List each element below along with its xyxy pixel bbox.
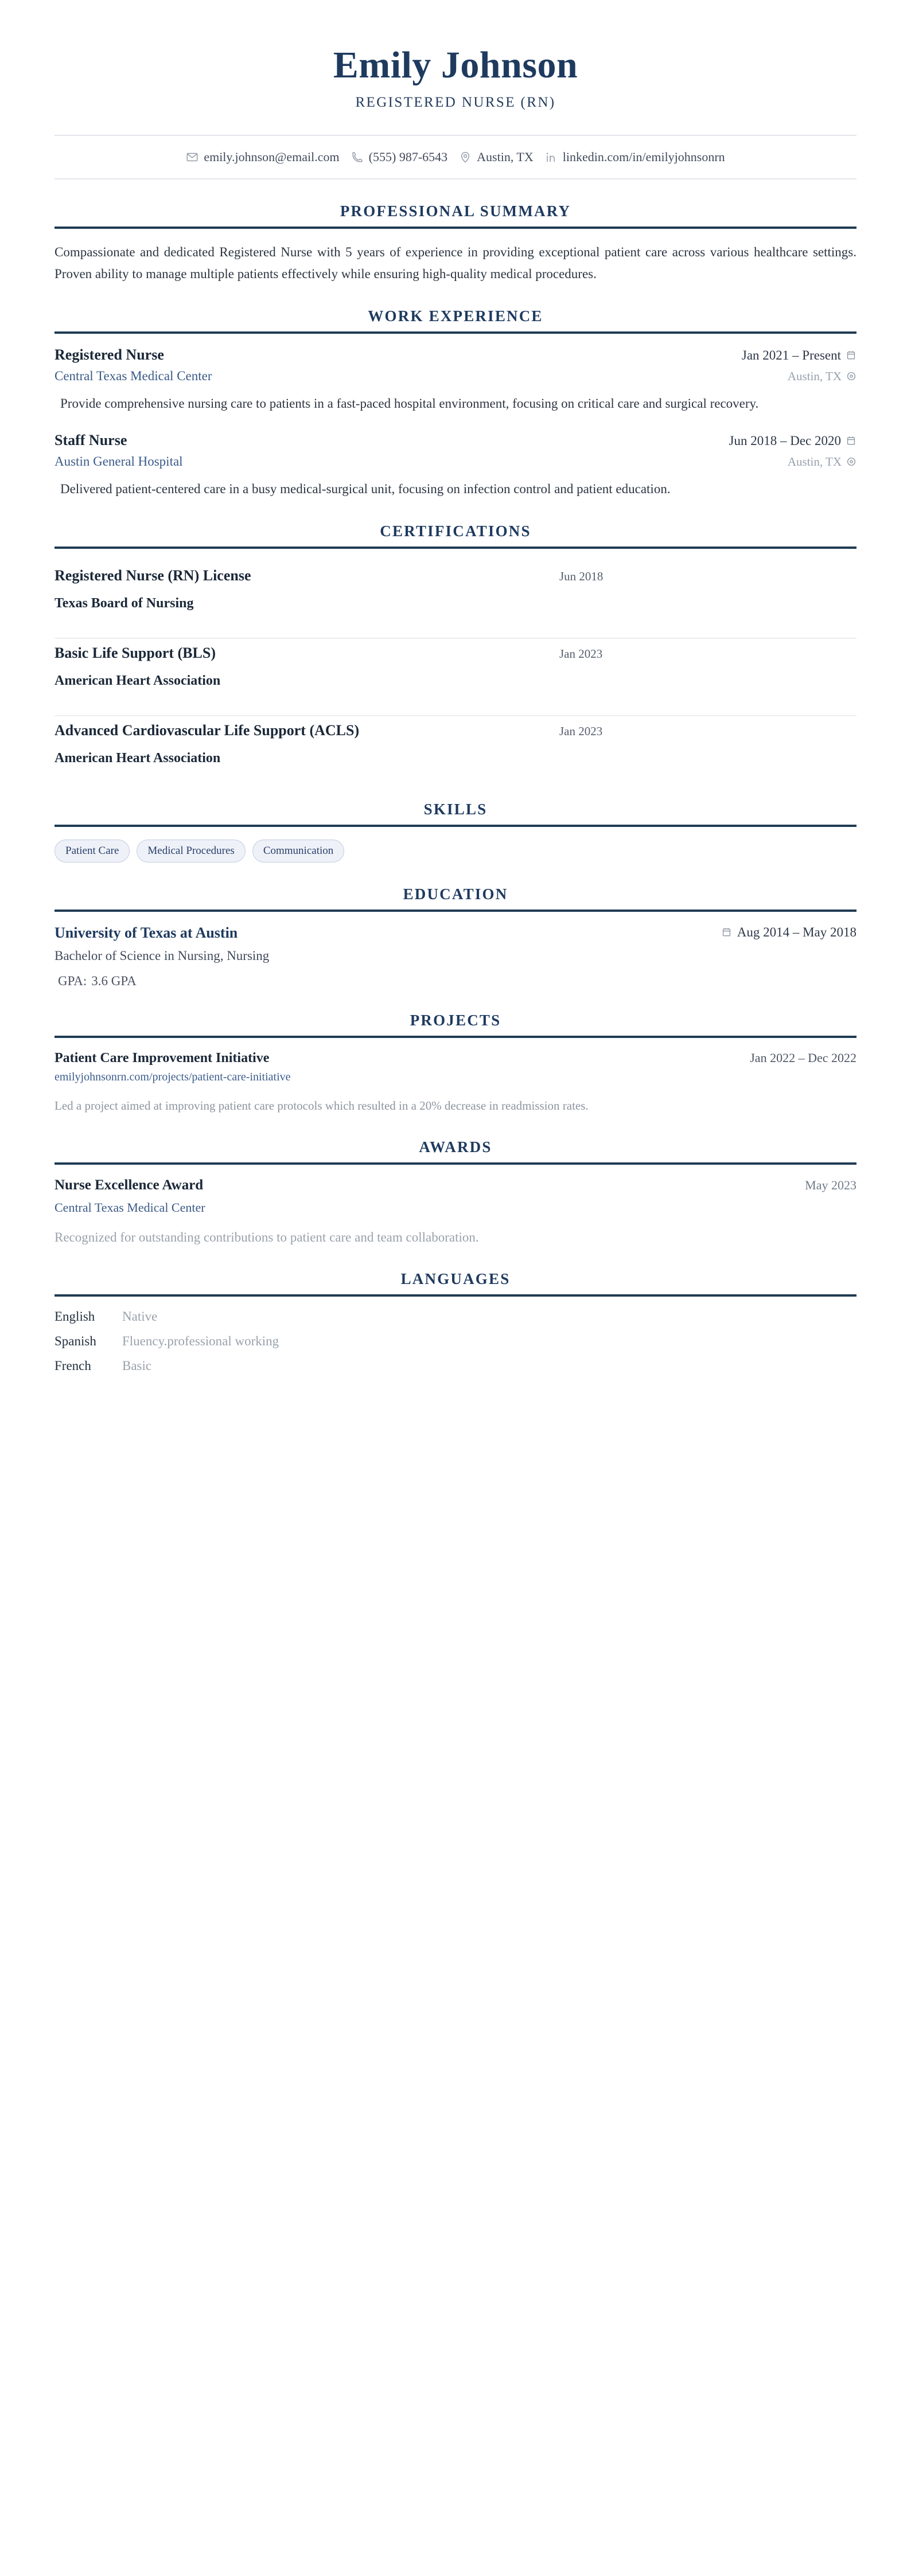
map-pin-icon <box>846 371 857 382</box>
contact-row <box>54 136 857 165</box>
map-pin-icon <box>846 456 857 467</box>
section-rule-languages <box>54 1294 857 1297</box>
section-awards <box>54 1138 857 1248</box>
section-heading-skills: SKILLS <box>423 801 488 818</box>
section-heading-work: WORK EXPERIENCE <box>368 307 543 325</box>
job-location-text: Austin, TX <box>787 369 842 383</box>
contact-phone[interactable] <box>351 150 447 165</box>
award-entry <box>54 1177 857 1248</box>
certification-date: Jan 2023 <box>559 724 603 739</box>
job-description: Provide comprehensive nursing care to patients in a fast-paced hospital environment, focusing on critical care and surgical recovery. <box>60 396 759 411</box>
section-rule-education <box>54 910 857 912</box>
certification-name: Advanced Cardiovascular Life Support (ACLS) <box>54 722 360 739</box>
language-row <box>54 1309 857 1324</box>
school-name: University of Texas at Austin <box>54 924 238 942</box>
linkedin-icon <box>545 151 558 163</box>
language-level: Basic <box>122 1359 152 1373</box>
contact-email-text: emily.johnson@email.com <box>204 150 340 165</box>
award-name: Nurse Excellence Award <box>54 1177 204 1193</box>
skills-list <box>54 840 857 862</box>
job-date-text: Jan 2021 – Present <box>741 348 841 362</box>
certification-issuer: American Heart Association <box>54 673 221 689</box>
job-location <box>788 455 857 469</box>
summary-text: Compassionate and dedicated Registered Nurse with 5 years of experience in providing exceptional patient care across various healthcare settings. Proven ability to manage multiple patients effectively while ensuring high-quality medical procedures. <box>54 245 857 281</box>
language-name: French <box>54 1359 91 1373</box>
project-entry-header <box>54 1051 857 1066</box>
skill-pill: Medical Procedures <box>137 840 245 862</box>
section-languages <box>54 1270 857 1373</box>
section-work-experience <box>54 307 857 500</box>
header-divider-bottom <box>54 178 857 179</box>
contact-linkedin-text: linkedin.com/in/emilyjohnsonrn <box>562 150 725 165</box>
job-date <box>742 348 857 363</box>
work-entry <box>54 346 857 415</box>
award-description: Recognized for outstanding contributions to patient care and team collaboration. <box>54 1230 479 1244</box>
project-name: Patient Care Improvement Initiative <box>54 1051 270 1066</box>
languages-list <box>54 1309 857 1373</box>
certification-entry <box>54 561 857 639</box>
work-entry-subheader <box>54 369 857 384</box>
language-name: Spanish <box>54 1334 96 1349</box>
work-entry-subheader <box>54 454 857 469</box>
section-rule-skills <box>54 825 857 827</box>
language-name: English <box>54 1309 95 1324</box>
job-title: Registered Nurse <box>54 346 164 363</box>
job-location-text: Austin, TX <box>787 454 842 469</box>
contact-location-text: Austin, TX <box>477 150 534 165</box>
certification-date: Jan 2023 <box>559 647 603 661</box>
page-title: Emily Johnson <box>333 44 578 86</box>
gpa-value: 3.6 GPA <box>91 974 137 989</box>
project-entry <box>54 1051 857 1115</box>
section-professional-summary <box>54 202 857 284</box>
gpa-label: GPA: <box>58 974 87 989</box>
job-description: Delivered patient-centered care in a busy medical-surgical unit, focusing on infection control and patient education. <box>60 481 671 496</box>
project-date: Jan 2022 – Dec 2022 <box>750 1051 857 1065</box>
certification-row <box>54 567 857 584</box>
section-heading-summary: PROFESSIONAL SUMMARY <box>340 202 571 220</box>
award-entry-header <box>54 1177 857 1193</box>
certification-issuer: Texas Board of Nursing <box>54 596 194 611</box>
skill-pill: Communication <box>252 840 344 862</box>
section-rule-summary <box>54 227 857 229</box>
gpa-row <box>54 974 857 989</box>
job-location <box>788 369 857 384</box>
degree-name: Bachelor of Science in Nursing, Nursing <box>54 949 270 963</box>
section-rule-projects <box>54 1036 857 1038</box>
skill-pill: Patient Care <box>54 840 130 862</box>
certification-issuer: American Heart Association <box>54 751 221 766</box>
calendar-icon <box>846 435 857 446</box>
certification-date: Jun 2018 <box>559 569 604 584</box>
section-heading-certifications: CERTIFICATIONS <box>380 522 531 540</box>
company-name[interactable]: Central Texas Medical Center <box>54 368 212 383</box>
calendar-icon <box>846 350 857 361</box>
education-date <box>721 925 857 940</box>
section-skills <box>54 801 857 862</box>
work-entry <box>54 432 857 500</box>
company-name[interactable]: Austin General Hospital <box>54 454 183 469</box>
certification-entry <box>54 716 857 778</box>
calendar-icon <box>721 927 732 938</box>
resume-header <box>54 45 857 179</box>
section-heading-education: EDUCATION <box>403 885 508 903</box>
phone-icon <box>351 151 364 163</box>
section-heading-projects: PROJECTS <box>410 1012 501 1029</box>
section-heading-languages: LANGUAGES <box>400 1270 511 1288</box>
certification-row <box>54 645 857 662</box>
award-date: May 2023 <box>805 1177 857 1192</box>
certification-name: Basic Life Support (BLS) <box>54 645 216 662</box>
section-projects <box>54 1012 857 1115</box>
work-entry-header <box>54 346 857 364</box>
job-date <box>729 434 857 448</box>
map-pin-icon <box>459 151 472 163</box>
contact-location <box>459 150 534 165</box>
language-row <box>54 1359 857 1373</box>
job-title: Staff Nurse <box>54 431 127 448</box>
education-date-text: Aug 2014 – May 2018 <box>737 924 857 939</box>
language-level: Fluency.professional working <box>122 1334 279 1349</box>
contact-email[interactable] <box>186 150 339 165</box>
contact-phone-text: (555) 987-6543 <box>368 150 448 165</box>
contact-linkedin[interactable] <box>545 150 725 165</box>
section-education <box>54 885 857 989</box>
education-entry-header <box>54 924 857 942</box>
envelope-icon <box>186 151 198 163</box>
section-rule-work <box>54 331 857 334</box>
certification-row <box>54 722 857 739</box>
award-organization[interactable]: Central Texas Medical Center <box>54 1200 205 1215</box>
certification-entry <box>54 639 857 716</box>
work-entry-header <box>54 432 857 449</box>
professional-title: REGISTERED NURSE (RN) <box>355 95 556 111</box>
certification-name: Registered Nurse (RN) License <box>54 567 251 584</box>
language-row <box>54 1334 857 1349</box>
education-entry <box>54 924 857 989</box>
section-certifications <box>54 522 857 778</box>
section-rule-certifications <box>54 547 857 549</box>
project-link[interactable]: emilyjohnsonrn.com/projects/patient-care-initiative <box>54 1071 291 1084</box>
section-rule-awards <box>54 1162 857 1165</box>
job-date-text: Jun 2018 – Dec 2020 <box>729 433 841 448</box>
project-description: Led a project aimed at improving patient care protocols which resulted in a 20% decrease in readmission rates. <box>54 1099 589 1113</box>
section-heading-awards: AWARDS <box>419 1138 492 1156</box>
language-level: Native <box>122 1309 158 1324</box>
